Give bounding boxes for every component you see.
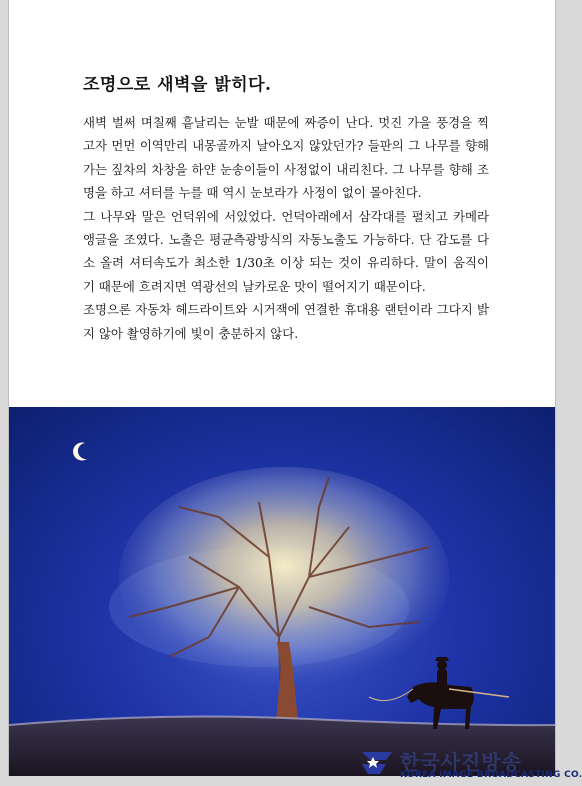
moon-icon bbox=[73, 442, 87, 460]
paragraph-1: 새벽 벌써 며칠째 흩날리는 눈발 때문에 짜증이 난다. 멋진 가을 풍경을 찍고자 먼먼 이역만리 내몽골까지 날아오지 않았던가? 들판의 그 나무를 향해 가는 짚차의 차창을 하얀 눈송이들이 사정없이 내리친다. 그 나무를 향해 조명을 하고 셔터를 누를 때 역시 눈보라가 사정이 없이 몰아친다. bbox=[83, 115, 489, 201]
paragraph-3: 조명으론 자동차 헤드라이트와 시거잭에 연결한 휴대용 랜턴이라 그다지 밝지 않아 촬영하기에 빛이 충분하지 않다. bbox=[83, 302, 489, 341]
watermark-korean: 한국사진방송 bbox=[400, 750, 522, 774]
article-body bbox=[83, 70, 489, 345]
horse-rider bbox=[407, 657, 474, 729]
watermark-english: KOREA IMAGE BROADCASTING CO. bbox=[400, 770, 582, 780]
paragraph-2: 그 나무와 말은 언덕위에 서있었다. 언덕아래에서 삼각대를 펼치고 카메라 앵글을 조였다. 노출은 평균측광방식의 자동노출도 가능하다. 단 감도를 다소 올려 셔터속도가 최소한 1/30초 이상 되는 것이 유리하다. 말이 움직이기 때문에 흐려지면 역광선의 날카로운 맛이 떨어지기 때문이다. bbox=[83, 208, 489, 294]
document-page bbox=[8, 0, 556, 776]
broadcaster-logo-icon bbox=[360, 748, 394, 778]
broadcaster-watermark bbox=[360, 746, 582, 786]
photo-illustration bbox=[9, 407, 555, 776]
article-title: 조명으로 새벽을 밝히다. bbox=[83, 75, 272, 95]
night-tree-photo bbox=[9, 407, 555, 776]
